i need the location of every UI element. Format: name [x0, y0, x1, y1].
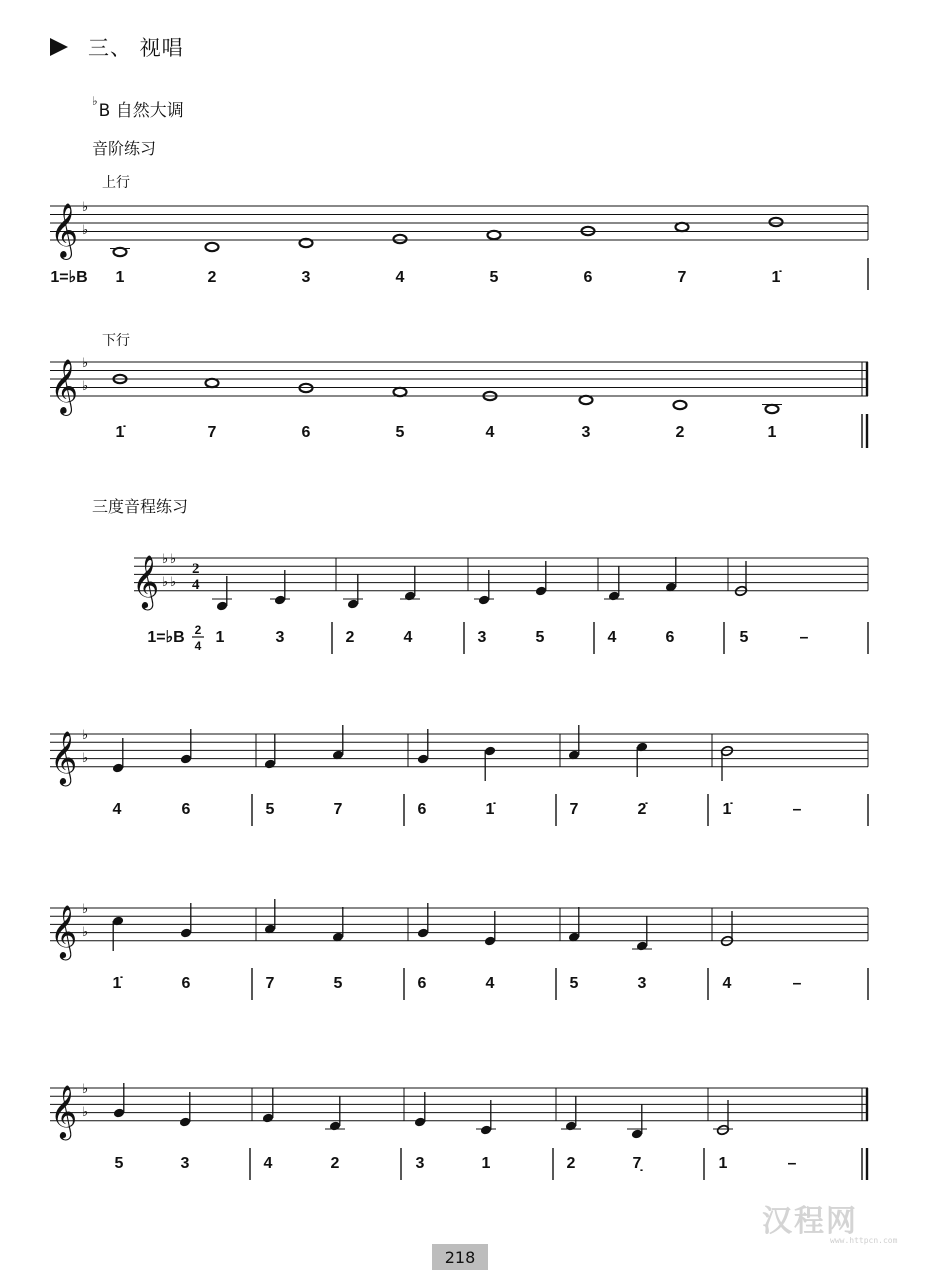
whole-note — [394, 235, 407, 243]
jianpu-time-bottom: 4 — [194, 639, 202, 653]
key-flat: ♭ — [82, 902, 89, 917]
jianpu-number: 2̇ — [637, 801, 647, 818]
whole-note — [580, 396, 593, 404]
page-number — [432, 1244, 488, 1270]
jianpu-number: 4 — [722, 975, 732, 992]
watermark-url: www.httpcn.com — [830, 1236, 898, 1245]
jianpu-number: 5 — [265, 801, 275, 818]
jianpu-number: 5 — [739, 629, 749, 646]
jianpu-number: 2 — [330, 1155, 340, 1172]
key-flat: ♭ — [162, 575, 169, 590]
key-flat: ♭ — [82, 379, 89, 394]
key-flat: ♭ — [82, 751, 89, 766]
jianpu-number: 5 — [569, 975, 579, 992]
jianpu-number: 1 — [767, 424, 777, 441]
jianpu-number: 5 — [114, 1155, 124, 1172]
whole-note — [394, 388, 407, 396]
jianpu-number: 1̇ — [112, 975, 122, 992]
jianpu-number: 7 — [677, 269, 687, 286]
treble-clef: 𝄞 — [50, 903, 78, 958]
key-flat: ♭ — [162, 552, 169, 567]
key-flat: ♭ — [82, 356, 89, 371]
key-title-text: B 自然大调 — [98, 101, 184, 121]
jianpu-number: 1 — [481, 1155, 491, 1172]
jianpu-number: – — [799, 629, 809, 646]
page-number-text: 218 — [444, 1247, 476, 1267]
jianpu-number: 5 — [395, 424, 405, 441]
whole-note — [770, 218, 783, 226]
jianpu-number: 3 — [581, 424, 591, 441]
whole-note — [206, 379, 219, 387]
key-flat: ♭ — [82, 200, 89, 215]
descending-label: 下行 — [102, 333, 130, 349]
scale-practice-title: 音阶练习 — [92, 139, 157, 158]
key-flat: ♭ — [170, 575, 177, 590]
jianpu-number: 6 — [417, 801, 427, 818]
key-flat: ♭ — [82, 925, 89, 940]
flat-sign: ♭ — [92, 94, 98, 108]
jianpu-number: 7 — [333, 801, 343, 818]
jianpu-number: 2 — [566, 1155, 576, 1172]
jianpu-number: 3 — [180, 1155, 190, 1172]
jianpu-number: 4 — [485, 424, 495, 441]
jianpu-number: 3 — [477, 629, 487, 646]
jianpu-number: 4 — [607, 629, 617, 646]
whole-note — [674, 401, 687, 409]
whole-note — [488, 231, 501, 239]
jianpu-number: 4 — [263, 1155, 273, 1172]
watermark-logo — [762, 1196, 858, 1240]
jianpu-number: 1̇ — [485, 801, 495, 818]
time-signature-bottom: 4 — [192, 577, 200, 593]
thirds-practice-title: 三度音程练习 — [92, 497, 189, 516]
jianpu-number: 6 — [301, 424, 311, 441]
time-signature-top: 2 — [192, 561, 200, 577]
jianpu-number: 4 — [395, 269, 405, 286]
jianpu-number: – — [792, 975, 802, 992]
jianpu-number: 3 — [415, 1155, 425, 1172]
jianpu-number: 1 — [215, 629, 225, 646]
jianpu-number: 2 — [675, 424, 685, 441]
jianpu-number: 3 — [637, 975, 647, 992]
jianpu-number: – — [792, 801, 802, 818]
whole-note — [114, 248, 127, 256]
jianpu-number: – — [787, 1155, 797, 1172]
key-flat: ♭ — [82, 1105, 89, 1120]
jianpu-number: 1 — [115, 269, 125, 286]
whole-note — [766, 405, 779, 413]
jianpu-number: 1 — [718, 1155, 728, 1172]
jianpu-number: 1̇ — [771, 269, 781, 286]
jianpu-number: 6 — [417, 975, 427, 992]
jianpu-number: 3 — [301, 269, 311, 286]
jianpu-number: 7 — [569, 801, 579, 818]
ascending-label: 上行 — [102, 175, 130, 191]
jianpu-number: 6 — [665, 629, 675, 646]
jianpu-number: 1̇ — [115, 424, 125, 441]
jianpu-number: 1̇ — [722, 801, 732, 818]
jianpu-number: 6 — [583, 269, 593, 286]
jianpu-number: 7̣ — [632, 1155, 642, 1172]
treble-clef: 𝄞 — [132, 553, 160, 608]
treble-clef: 𝄞 — [50, 203, 79, 258]
treble-clef: 𝄞 — [50, 1083, 78, 1138]
jianpu-number: 6 — [181, 975, 191, 992]
jianpu-number: 5 — [489, 269, 499, 286]
jianpu-number: 4 — [112, 801, 122, 818]
jianpu-number: 7 — [207, 424, 217, 441]
jianpu-key-signature: 1=♭B — [147, 629, 185, 646]
key-flat: ♭ — [82, 223, 89, 238]
section-title: 三、 视唱 — [88, 36, 184, 60]
treble-clef: 𝄞 — [50, 359, 79, 414]
watermark-text: 汉程网 — [762, 1204, 858, 1239]
treble-clef: 𝄞 — [50, 729, 78, 784]
jianpu-number: 2 — [345, 629, 355, 646]
jianpu-number: 2 — [207, 269, 217, 286]
jianpu-number: 4 — [403, 629, 413, 646]
key-flat: ♭ — [82, 728, 89, 743]
jianpu-number: 7 — [265, 975, 275, 992]
jianpu-number: 5 — [333, 975, 343, 992]
jianpu-time-top: 2 — [194, 623, 202, 637]
jianpu-number: 4 — [485, 975, 495, 992]
key-flat: ♭ — [170, 552, 177, 567]
whole-note — [676, 223, 689, 231]
jianpu-number: 5 — [535, 629, 545, 646]
jianpu-number: 3 — [275, 629, 285, 646]
key-flat: ♭ — [82, 1082, 89, 1097]
jianpu-number: 6 — [181, 801, 191, 818]
whole-note — [206, 243, 219, 251]
jianpu-key-signature: 1=♭B — [50, 269, 88, 286]
